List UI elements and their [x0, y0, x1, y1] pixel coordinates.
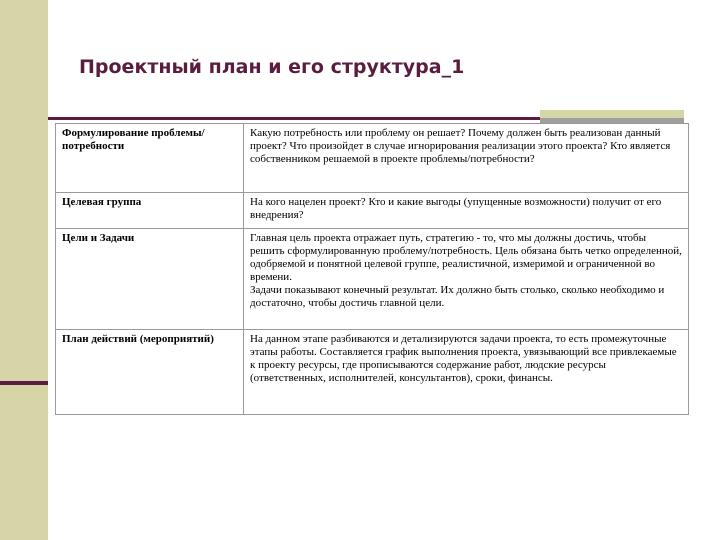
row-label: План действий (мероприятий)	[56, 330, 244, 415]
table-row	[56, 229, 689, 330]
title-rule	[48, 117, 540, 120]
row-text-tasks: Задачи показывают конечный результат. Их должно быть столько, сколько необходимо и достаточно, чтобы достичь главной цели.	[250, 284, 665, 309]
side-band	[0, 0, 48, 540]
row-label: Целевая группа	[56, 193, 244, 229]
side-rule	[0, 381, 48, 385]
row-label: Цели и Задачи	[56, 229, 244, 330]
row-text-goal: Главная цель проекта отражает путь, стратегию - то, что мы должны достичь, чтобы решить сформулированную проблему/потребность. Цель обязана быть четко определенной, одобряемой и понятной целевой группе, реалистичной, измеримой и ограниченной во времени.	[250, 232, 682, 283]
row-text: Какую потребность или проблему он решает? Почему должен быть реализован данный проект? Что произойдет в случае игнорирования реализации этого проекта? Кто является собственником решаемой в проекте проблемы/потребности?	[244, 124, 689, 193]
structure-table	[55, 123, 689, 415]
slide-title: Проектный план и его структура_1	[79, 56, 465, 78]
row-text	[244, 229, 689, 330]
row-text: На кого нацелен проект? Кто и какие выгоды (упущенные возможности) получит от его внедрения?	[244, 193, 689, 229]
table-row	[56, 330, 689, 415]
row-label: Формулирование проблемы/потребности	[56, 124, 244, 193]
row-text: На данном этапе разбиваются и детализируются задачи проекта, то есть промежуточные этапы работы. Составляется график выполнения проекта, увязывающий все привлекаемые к проекту ресурсы, где прописываются содержание работ, людские ресурсы (ответственных, исполнителей, консультантов), сроки, финансы.	[244, 330, 689, 415]
decor-bar-top	[540, 110, 684, 118]
table-row	[56, 193, 689, 229]
table-row	[56, 124, 689, 193]
